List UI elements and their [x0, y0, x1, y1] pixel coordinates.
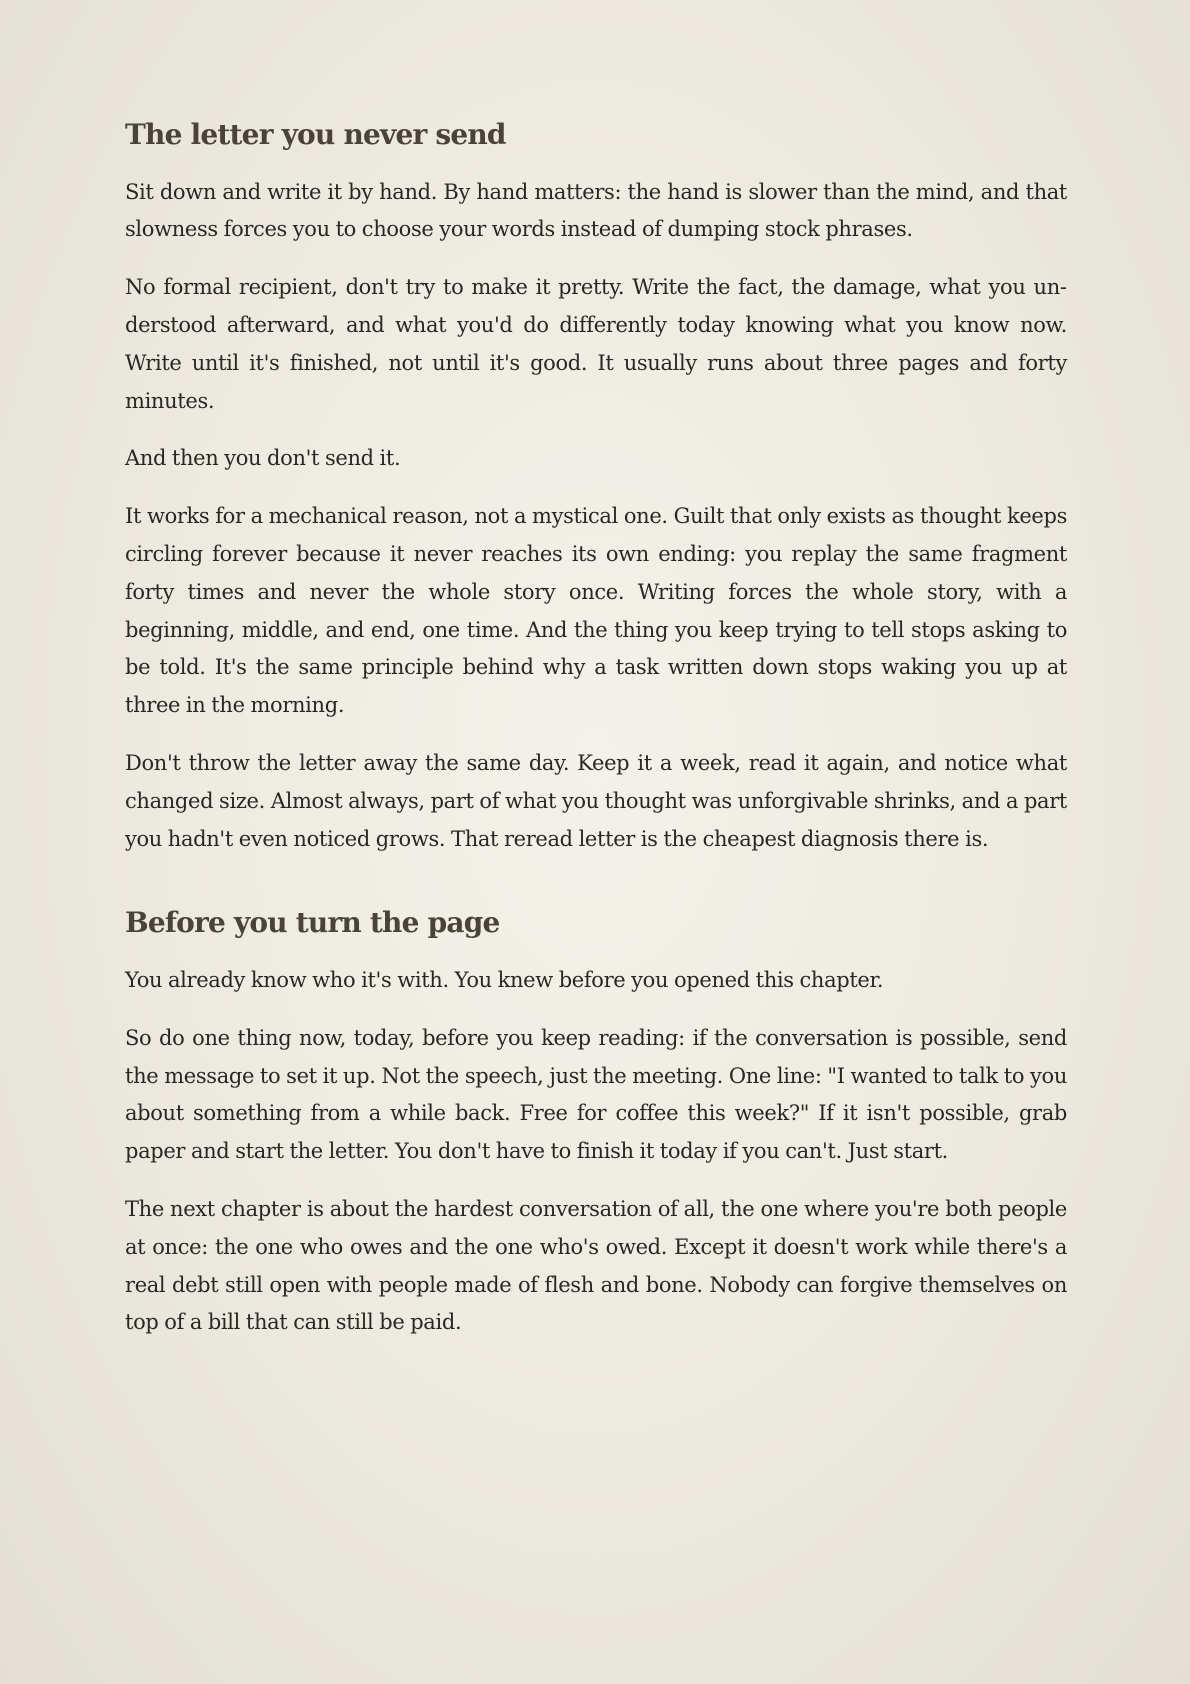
section-letter-you-never-send [125, 118, 1067, 858]
body-paragraph: Sit down and write it by hand. By hand matters: the hand is slower than the mind, and that slowness forces you to choose your words instead of dumping stock phrases. [125, 179, 1067, 242]
body-paragraph: The next chapter is about the hardest conversation of all, the one where you're both people at once: the one who owes and the one who's owed. Except it doesn't work while there's a real debt still open with people made of flesh and bone. Nobody can forgive themselves on top of a bill that can still be paid. [125, 1196, 1067, 1335]
section-heading: Before you turn the page [125, 906, 500, 940]
section-heading: The letter you never send [125, 118, 506, 151]
book-page [125, 118, 1067, 1362]
body-paragraph: No formal recipient, don't try to make it pretty. Write the fact, the damage, what you understood afterward, and what you'd do differently today knowing what you know now. Write until it's finished, not until it's good. It usually runs about three pages and forty minutes. [125, 275, 1067, 413]
body-paragraph: Don't throw the letter away the same day. Keep it a week, read it again, and notice what changed size. Almost always, part of what you thought was unforgivable shrinks, and a part you hadn't even noticed grows. That reread letter is the cheapest diagnosis there is. [125, 750, 1067, 851]
body-paragraph: So do one thing now, today, before you keep reading: if the conversation is possible, send the message to set it up. Not the speech, just the meeting. One line: "I wanted to talk to you about something from a while back. Free for coffee this week?" If it isn't possible, grab paper and start the letter. You don't have to finish it today if you can't. Just start. [125, 1025, 1067, 1164]
body-paragraph: It works for a mechanical reason, not a mystical one. Guilt that only exists as thought keeps circling forever because it never reaches its own ending: you replay the same fragment forty times and never the whole story once. Writing forces the whole story, with a beginning, middle, and end, one time. And the thing you keep trying to tell stops asking to be told. It's the same principle behind why a task written down stops waking you up at three in the morning. [125, 504, 1067, 718]
body-paragraph: And then you don't send it. [125, 446, 401, 471]
section-before-you-turn-the-page [125, 906, 1067, 1342]
body-paragraph: You already know who it's with. You knew before you opened this chapter. [125, 967, 884, 992]
